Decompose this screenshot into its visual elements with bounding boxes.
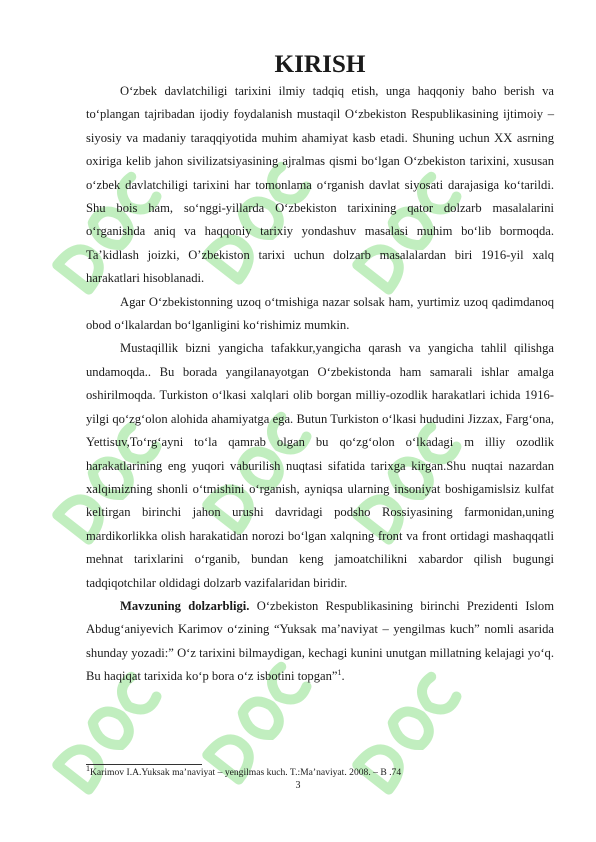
relevance-end: . xyxy=(341,669,345,684)
footnote-mark: 1 xyxy=(86,763,90,773)
paragraph-relevance xyxy=(86,595,554,689)
footnote-reference[interactable]: 1 xyxy=(337,667,342,677)
document-body xyxy=(86,51,555,689)
footnote-divider xyxy=(86,764,202,765)
paragraph-2: Agar O‘zbekistonning uzoq o‘tmishiga nazar solsak ham, yurtimiz uzoq qadimdanoq obod o‘lkalardan bo‘lganligini ko‘rishimiz mumkin. xyxy=(86,294,554,333)
page-number: 3 xyxy=(295,780,301,791)
footnote-text: Karimov I.A.Yuksak ma’naviyat – yengilmas kuch. T.:Ma’naviyat. 2008. – B .74 xyxy=(90,767,402,778)
footnote xyxy=(86,763,554,779)
paragraph-1: O‘zbek davlatchiligi tarixini ilmiy tadqiq etish, unga haqqoniy baho berish va to‘plangan tajribadan ijodiy foydalanish mustaqil O‘zbekiston Respublikasining ijtimoiy – siyosiy va madaniy taraqqiyotida muhim ahamiyat kasb etadi. Shuning uchun XX asrning oxiriga kelib jahon sivilizatsiyasining ajralmas qismi bo‘lgan O‘zbekiston tarixini, xususan o‘zbek davlatchiligi tarixini har tomonlama o‘rganish davlat siyosati darajasiga ko‘tarildi. Shu bois ham, so‘nggi-yillarda O‘zbekiston tarixining qator dolzarb masalalarini o‘rganishda aniq va haqqoniy tarixiy yondashuv masalasi muhim bo‘lib bormoqda. Ta’kidlash joizki, O’zbekiston tarixi uchun dolzarb masalalardan biri 1916-yil xalq harakatlari hisoblanadi. xyxy=(86,84,554,286)
page-title: KIRISH xyxy=(274,51,366,78)
relevance-text: O‘zbekiston Respublikasining birinchi Prezidenti Islom Abdug‘aniyevich Karimov o‘zining “Yuksak ma’naviyat – yengilmas kuch” nomli asarida shunday yozadi:” O‘z tarixini bilmaydigan, kechagi kunini unutgan millatning kelajagi yo‘q. Bu haqiqat tarixida ko‘p bora o‘z isbotini topgan” xyxy=(86,598,555,684)
relevance-heading: Mavzuning dolzarbligi. xyxy=(120,598,250,613)
paragraph-3: Mustaqillik bizni yangicha tafakkur,yangicha qarash va yangicha tahlil qilishga undamoqda.. Bu borada yangilanayotgan O‘zbekistonda ham samarali ishlar amalga oshirilmoqda. Turkiston o‘lkasi xalqlari olib borgan milliy-ozodlik harakatlari ichida 1916-yilgi qo‘zg‘olon alohida ahamiyatga ega. Butun Turkiston o‘lkasi hududini Jizzax, Farg‘ona, Yettisuv,To‘rg‘ayni to‘la qamrab olgan bu qo‘zg‘olon o‘lkadagi m illiy ozodlik harakatlarining eng yuqori vaburilish nuqtasi sifatida tarixga kirgan.Shu nuqtai nazardan xalqimizning shonli o‘tmishini o‘rganish, ayniqsa ularning insoniyat boshigamislsiz kulfat keltirgan birinchi jahon urushi davridagi podsho Rossiyasining farmonidan,uning mardikorlikka olish harakatidan norozi bo‘lgan xalqning front va front ortidagi mashaqqatli mehnat tarixlarini o‘rganib, bundan keng jamoatchilikni xabardor qilish bugungi tadqiqotchilar oldidagi dolzarb vazifalaridan biridir. xyxy=(86,341,554,590)
